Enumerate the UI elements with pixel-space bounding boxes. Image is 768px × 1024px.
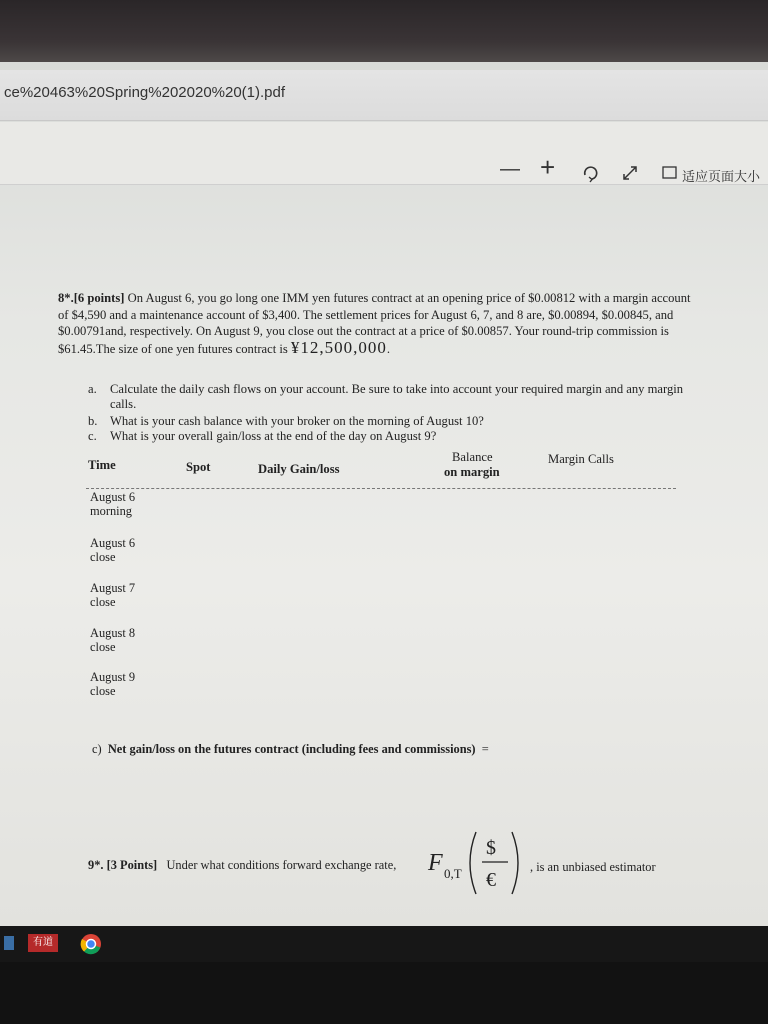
question-9-text: Under what conditions forward exchange rate, <box>166 858 397 872</box>
part-c <box>88 429 708 444</box>
youdao-app-icon[interactable]: 有道 <box>28 934 58 952</box>
taskbar <box>0 926 768 962</box>
start-icon[interactable] <box>4 936 14 950</box>
part-a-text: Calculate the daily cash flows on your account. Be sure to take into account your required margin and any margin calls. <box>110 382 684 411</box>
question-9-tail: , is an unbiased estimator <box>530 860 656 874</box>
viewer-title-bar <box>0 70 768 121</box>
net-gain-text: Net gain/loss on the futures contract (including fees and commissions) <box>107 742 476 756</box>
col-margin-calls: Margin Calls <box>548 452 614 466</box>
net-gain-label: c) <box>92 742 102 756</box>
row-day: August 6 <box>90 536 136 550</box>
part-b-label: b. <box>88 414 98 428</box>
col-spot: Spot <box>186 460 211 474</box>
question-8 <box>58 290 698 357</box>
zoom-out-button[interactable]: — <box>500 158 520 180</box>
row-day: August 8 <box>90 626 136 640</box>
fit-page-button[interactable]: 适应页面大小 <box>682 169 761 184</box>
forward-rate-formula <box>426 828 526 898</box>
expand-icon[interactable] <box>620 163 640 183</box>
part-a-label: a. <box>88 382 97 396</box>
row-time: close <box>90 595 116 609</box>
left-paren <box>470 832 476 894</box>
formula-symbol: F <box>428 850 443 876</box>
monitor-bezel-top <box>0 0 768 70</box>
col-daily-gain: Daily Gain/loss <box>258 462 340 476</box>
viewer-toolbar <box>0 122 768 185</box>
question-8-tail: . <box>386 341 391 356</box>
row-day: August 9 <box>90 670 136 684</box>
row-time: close <box>90 550 116 564</box>
part-c-label: c. <box>88 429 97 443</box>
question-8-body: On August 6, you go long one IMM yen futures contract at an opening price of $0.00812 with a margin account of $4,590 and a maintenance account of $3,400. The settlement prices for August 6, 7, and 8 are, $0.00894, $0.00845, and $0.00791and, respectively. On August 9, you close out the contract at a price of $0.00857. Your round-trip commission is $61.45.The size of one yen futures contract is <box>58 291 691 356</box>
table-row <box>90 536 135 564</box>
header-divider <box>86 488 676 489</box>
contract-size: ¥12,500,000 <box>290 337 387 357</box>
col-time: Time <box>88 458 116 472</box>
question-9 <box>88 858 396 873</box>
col-balance-bottom: on margin <box>444 465 500 479</box>
net-gain-equals: = <box>481 742 489 756</box>
formula-denominator: € <box>486 869 496 891</box>
formula-subscript: 0,T <box>444 866 462 881</box>
col-balance-top: Balance <box>452 450 493 464</box>
table-row <box>90 581 135 609</box>
zoom-in-button[interactable]: + <box>540 152 556 182</box>
row-day: August 6 <box>90 490 136 504</box>
net-gain-line <box>92 742 489 757</box>
row-time: morning <box>90 504 132 518</box>
row-time: close <box>90 640 116 654</box>
table-row <box>90 626 135 654</box>
fit-page-icon[interactable] <box>662 166 678 180</box>
row-day: August 7 <box>90 581 136 595</box>
part-c-text: What is your overall gain/loss at the end of the day on August 9? <box>110 429 437 443</box>
question-9-heading: 9*. [3 Points] <box>88 858 158 872</box>
monitor-bezel-bottom <box>0 962 768 1024</box>
part-b <box>88 414 708 429</box>
formula-numerator: $ <box>486 837 496 859</box>
rotate-icon[interactable] <box>580 163 600 183</box>
document-filename: ce%20463%20Spring%202020%20(1).pdf <box>4 84 286 101</box>
right-paren <box>512 832 518 894</box>
part-b-text: What is your cash balance with your broker on the morning of August 10? <box>110 414 484 428</box>
row-time: close <box>90 684 116 698</box>
part-a <box>88 382 708 412</box>
question-8-heading: 8*.[6 points] <box>58 291 125 305</box>
chrome-icon[interactable] <box>80 933 102 955</box>
table-row <box>90 490 135 518</box>
table-row <box>90 670 135 698</box>
